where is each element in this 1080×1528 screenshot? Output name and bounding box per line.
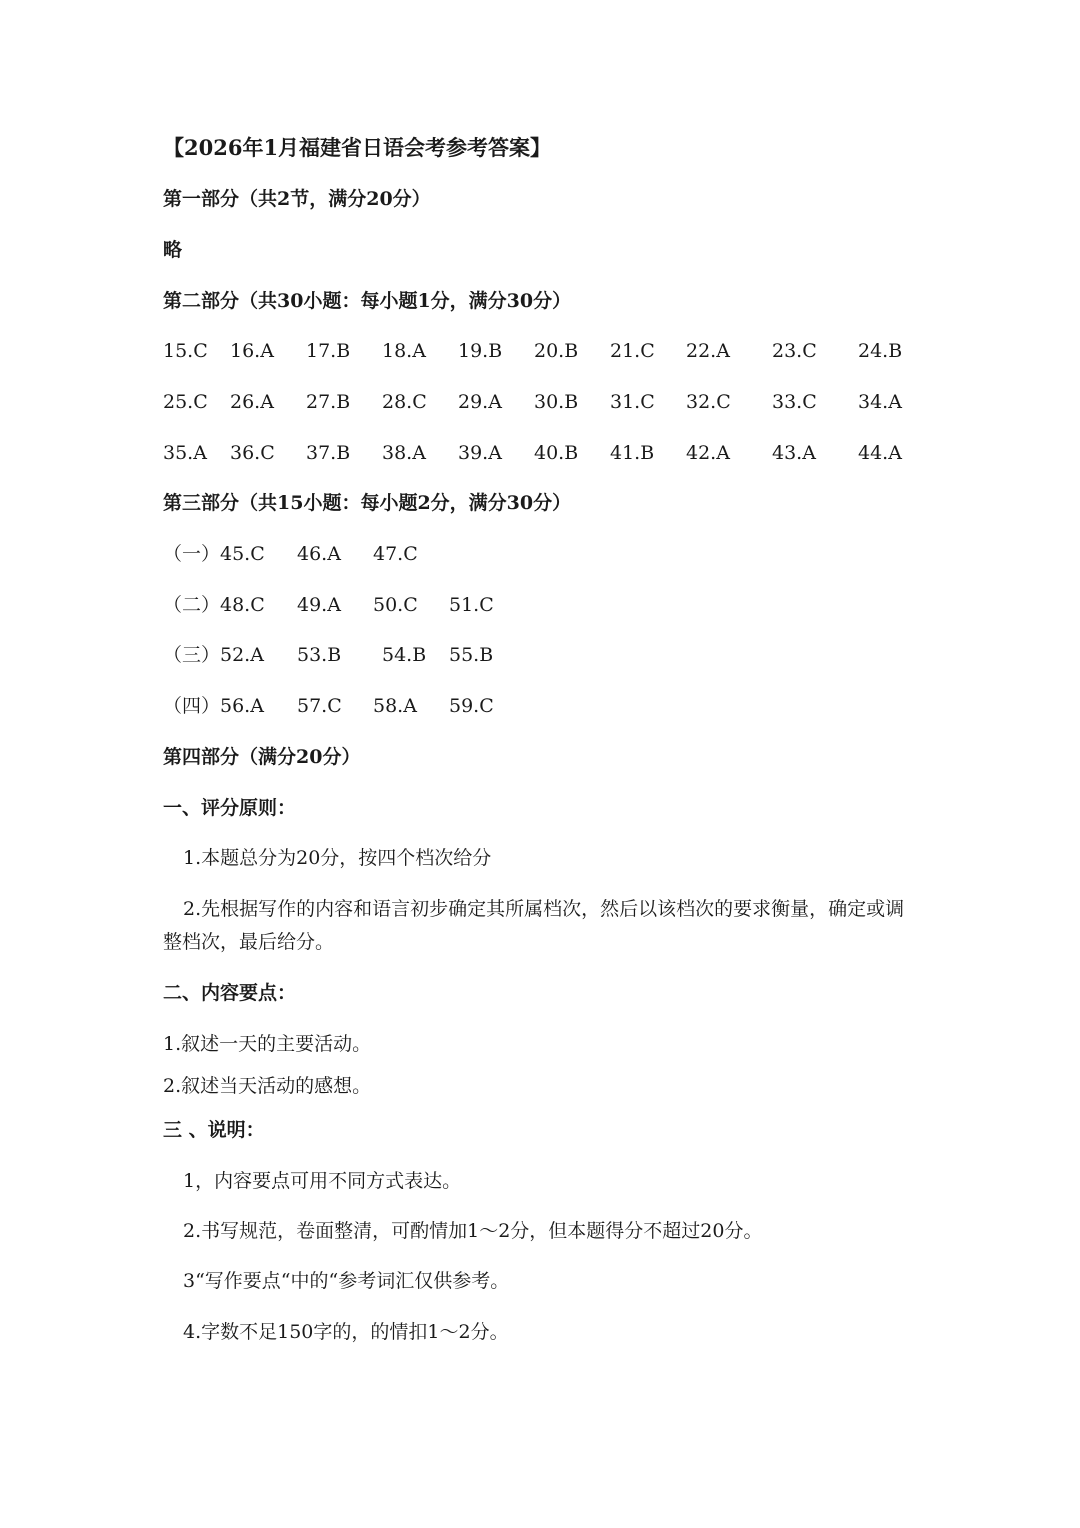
answer-item: 21.C bbox=[610, 340, 655, 362]
scoring-principles-heading: 一、评分原则： bbox=[163, 797, 297, 819]
answer-item: 46.A bbox=[297, 543, 341, 565]
answer-item: 49.A bbox=[297, 594, 341, 616]
note-item: 2.书写规范，卷面整清，可酌情加1～2分，但本题得分不超过20分。 bbox=[183, 1220, 763, 1242]
part2-heading: 第二部分（共30小题：每小题1分，满分30分） bbox=[163, 290, 572, 312]
scoring-principle-item: 1.本题总分为20分，按四个档次给分 bbox=[183, 847, 492, 869]
answer-item: 38.A bbox=[382, 442, 426, 464]
answer-item: 30.B bbox=[534, 391, 579, 413]
answer-item: 20.B bbox=[534, 340, 579, 362]
answer-item: 25.C bbox=[163, 391, 208, 413]
part1-body: 略 bbox=[163, 239, 183, 261]
note-item: 1，内容要点可用不同方式表达。 bbox=[183, 1170, 462, 1192]
answer-item: 19.B bbox=[458, 340, 503, 362]
answer-item: 47.C bbox=[373, 543, 418, 565]
group-label: （三） bbox=[163, 644, 221, 666]
answer-item: 57.C bbox=[297, 695, 342, 717]
answer-item: 52.A bbox=[220, 644, 264, 666]
answer-item: 55.B bbox=[449, 644, 494, 666]
answer-item: 43.A bbox=[772, 442, 816, 464]
answer-item: 48.C bbox=[220, 594, 265, 616]
answer-item: 53.B bbox=[297, 644, 342, 666]
answer-item: 59.C bbox=[449, 695, 494, 717]
answer-item: 45.C bbox=[220, 543, 265, 565]
content-point-item: 1.叙述一天的主要活动。 bbox=[163, 1033, 372, 1055]
group-label: （二） bbox=[163, 594, 221, 616]
answer-item: 33.C bbox=[772, 391, 817, 413]
answer-item: 17.B bbox=[306, 340, 351, 362]
answer-item: 50.C bbox=[373, 594, 418, 616]
answer-item: 54.B bbox=[382, 644, 427, 666]
notes-heading: 三 、说明： bbox=[163, 1119, 265, 1141]
content-points-heading: 二、内容要点： bbox=[163, 982, 297, 1004]
answer-item: 15.C bbox=[163, 340, 208, 362]
answer-item: 56.A bbox=[220, 695, 264, 717]
group-label: （一） bbox=[163, 543, 221, 565]
answer-item: 31.C bbox=[610, 391, 655, 413]
answer-item: 23.C bbox=[772, 340, 817, 362]
answer-item: 26.A bbox=[230, 391, 274, 413]
answer-item: 32.C bbox=[686, 391, 731, 413]
answer-item: 58.A bbox=[373, 695, 417, 717]
answer-item: 41.B bbox=[610, 442, 655, 464]
answer-item: 34.A bbox=[858, 391, 902, 413]
answer-item: 24.B bbox=[858, 340, 903, 362]
part1-heading: 第一部分（共2节，满分20分） bbox=[163, 188, 431, 210]
part3-heading: 第三部分（共15小题：每小题2分，满分30分） bbox=[163, 492, 572, 514]
answer-item: 27.B bbox=[306, 391, 351, 413]
answer-item: 42.A bbox=[686, 442, 730, 464]
answer-item: 22.A bbox=[686, 340, 730, 362]
answer-item: 39.A bbox=[458, 442, 502, 464]
answer-item: 44.A bbox=[858, 442, 902, 464]
answer-item: 36.C bbox=[230, 442, 275, 464]
answer-item: 35.A bbox=[163, 442, 207, 464]
group-label: （四） bbox=[163, 695, 221, 717]
answer-item: 16.A bbox=[230, 340, 274, 362]
answer-item: 40.B bbox=[534, 442, 579, 464]
part4-heading: 第四部分（满分20分） bbox=[163, 746, 361, 768]
document-title: 【2026年1月福建省日语会考参考答案】 bbox=[163, 135, 552, 160]
answer-item: 29.A bbox=[458, 391, 502, 413]
scoring-principle-item: 整档次，最后给分。 bbox=[163, 931, 335, 953]
scoring-principle-item: 2.先根据写作的内容和语言初步确定其所属档次，然后以该档次的要求衡量，确定或调 bbox=[183, 898, 905, 920]
note-item: 3“写作要点“中的“参考词汇仅供参考。 bbox=[183, 1270, 510, 1292]
answer-item: 51.C bbox=[449, 594, 494, 616]
answer-item: 18.A bbox=[382, 340, 426, 362]
answer-item: 28.C bbox=[382, 391, 427, 413]
answer-item: 37.B bbox=[306, 442, 351, 464]
content-point-item: 2.叙述当天活动的感想。 bbox=[163, 1075, 372, 1097]
note-item: 4.字数不足150字的，的情扣1～2分。 bbox=[183, 1321, 509, 1343]
